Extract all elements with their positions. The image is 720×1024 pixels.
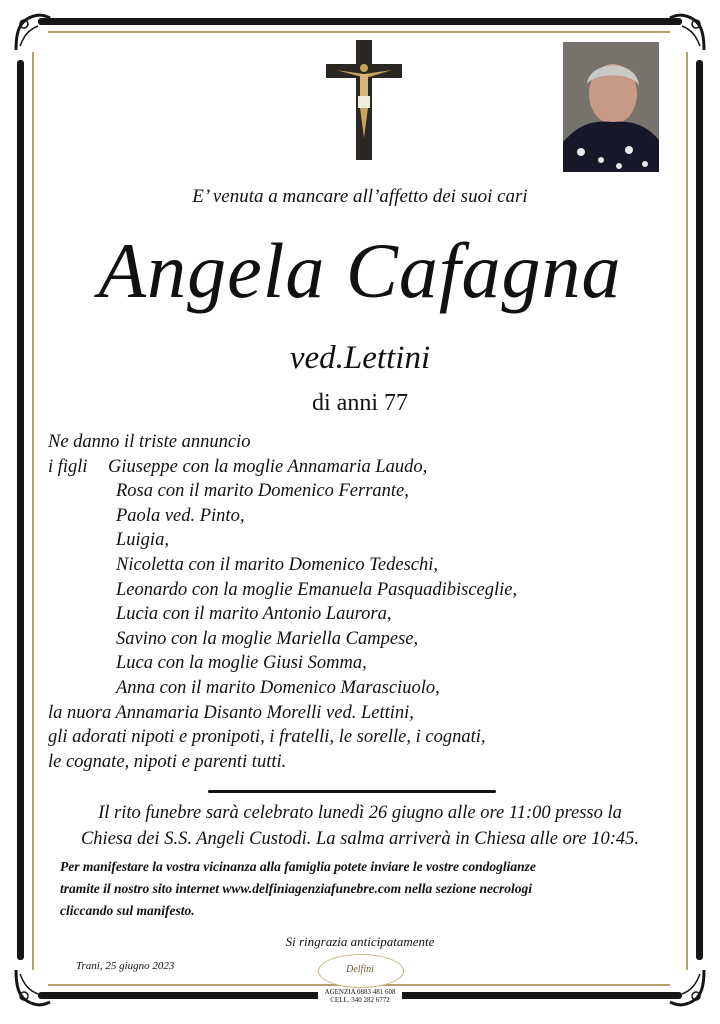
child-entry: Giuseppe con la moglie Annamaria Laudo, (108, 456, 428, 477)
family-announcement (48, 430, 688, 774)
figli-label: i figli (48, 456, 88, 477)
child-entry: Rosa con il marito Domenico Ferrante, (116, 481, 409, 502)
deceased-name: Angela Cafagna (98, 227, 622, 314)
agency-cell: CELL. 340 282 6772 (330, 996, 390, 1004)
rite-line: Chiesa dei S.S. Angeli Custodi. La salma arriverà in Chiesa alle ore 10:45. (80, 829, 640, 849)
corner-ornament-icon (666, 10, 710, 54)
children-first-line (48, 455, 688, 480)
corner-ornament-icon (10, 966, 54, 1010)
condolences-line: Per manifestare la vostra vicinanza alla famiglia potete inviare le vostre condoglianze (60, 859, 536, 874)
closing-line: la nuora Annamaria Disanto Morelli ved. Lettini, (48, 702, 414, 723)
condolences-info (60, 856, 670, 922)
intro-text: E’ venuta a mancare all’affetto dei suoi cari (192, 186, 528, 207)
announcement-opening: Ne danno il triste annuncio (48, 432, 251, 452)
child-entry: Nicoletta con il marito Domenico Tedeschi, (116, 554, 438, 575)
age-text: di anni 77 (312, 390, 408, 416)
agency-logo-name: Delfini (346, 964, 374, 975)
divider-line (208, 790, 496, 793)
closing-line: gli adorati nipoti e pronipoti, i fratelli, le sorelle, i cognati, (48, 727, 486, 748)
child-entry: Savino con la moglie Mariella Campese, (116, 628, 419, 649)
thanks-text: Si ringrazia anticipatamente (285, 934, 435, 949)
agency-phone: AGENZIA 0883 481 608 (324, 988, 396, 996)
child-entry: Lucia con il marito Antonio Laurora, (116, 604, 392, 625)
place-date: Trani, 25 giugno 2023 (76, 960, 175, 972)
widow-of-text: ved.Lettini (289, 340, 431, 376)
crucifix-icon (322, 38, 406, 162)
funeral-rite-info (0, 800, 720, 852)
child-entry: Luigia, (116, 530, 169, 551)
frame-top-bar (38, 18, 682, 25)
closing-line: le cognate, nipoti e parenti tutti. (48, 751, 287, 772)
corner-ornament-icon (10, 10, 54, 54)
rite-line: Il rito funebre sarà celebrato lunedì 26 giugno alle ore 11:00 presso la (98, 803, 622, 823)
condolences-line: cliccando sul manifesto. (60, 903, 195, 918)
deceased-photo (563, 42, 659, 172)
child-entry: Leonardo con la moglie Emanuela Pasquadibisceglie, (116, 579, 518, 600)
child-entry: Luca con la moglie Giusi Somma, (116, 653, 367, 674)
child-entry: Anna con il marito Domenico Marasciuolo, (116, 677, 440, 698)
corner-ornament-icon (666, 966, 710, 1010)
condolences-line: tramite il nostro sito internet www.delfiniagenziafunebre.com nella sezione necrologi (60, 881, 533, 896)
agency-phones (318, 988, 402, 1004)
frame-gold-line-top (48, 31, 670, 33)
child-entry: Paola ved. Pinto, (116, 505, 245, 526)
